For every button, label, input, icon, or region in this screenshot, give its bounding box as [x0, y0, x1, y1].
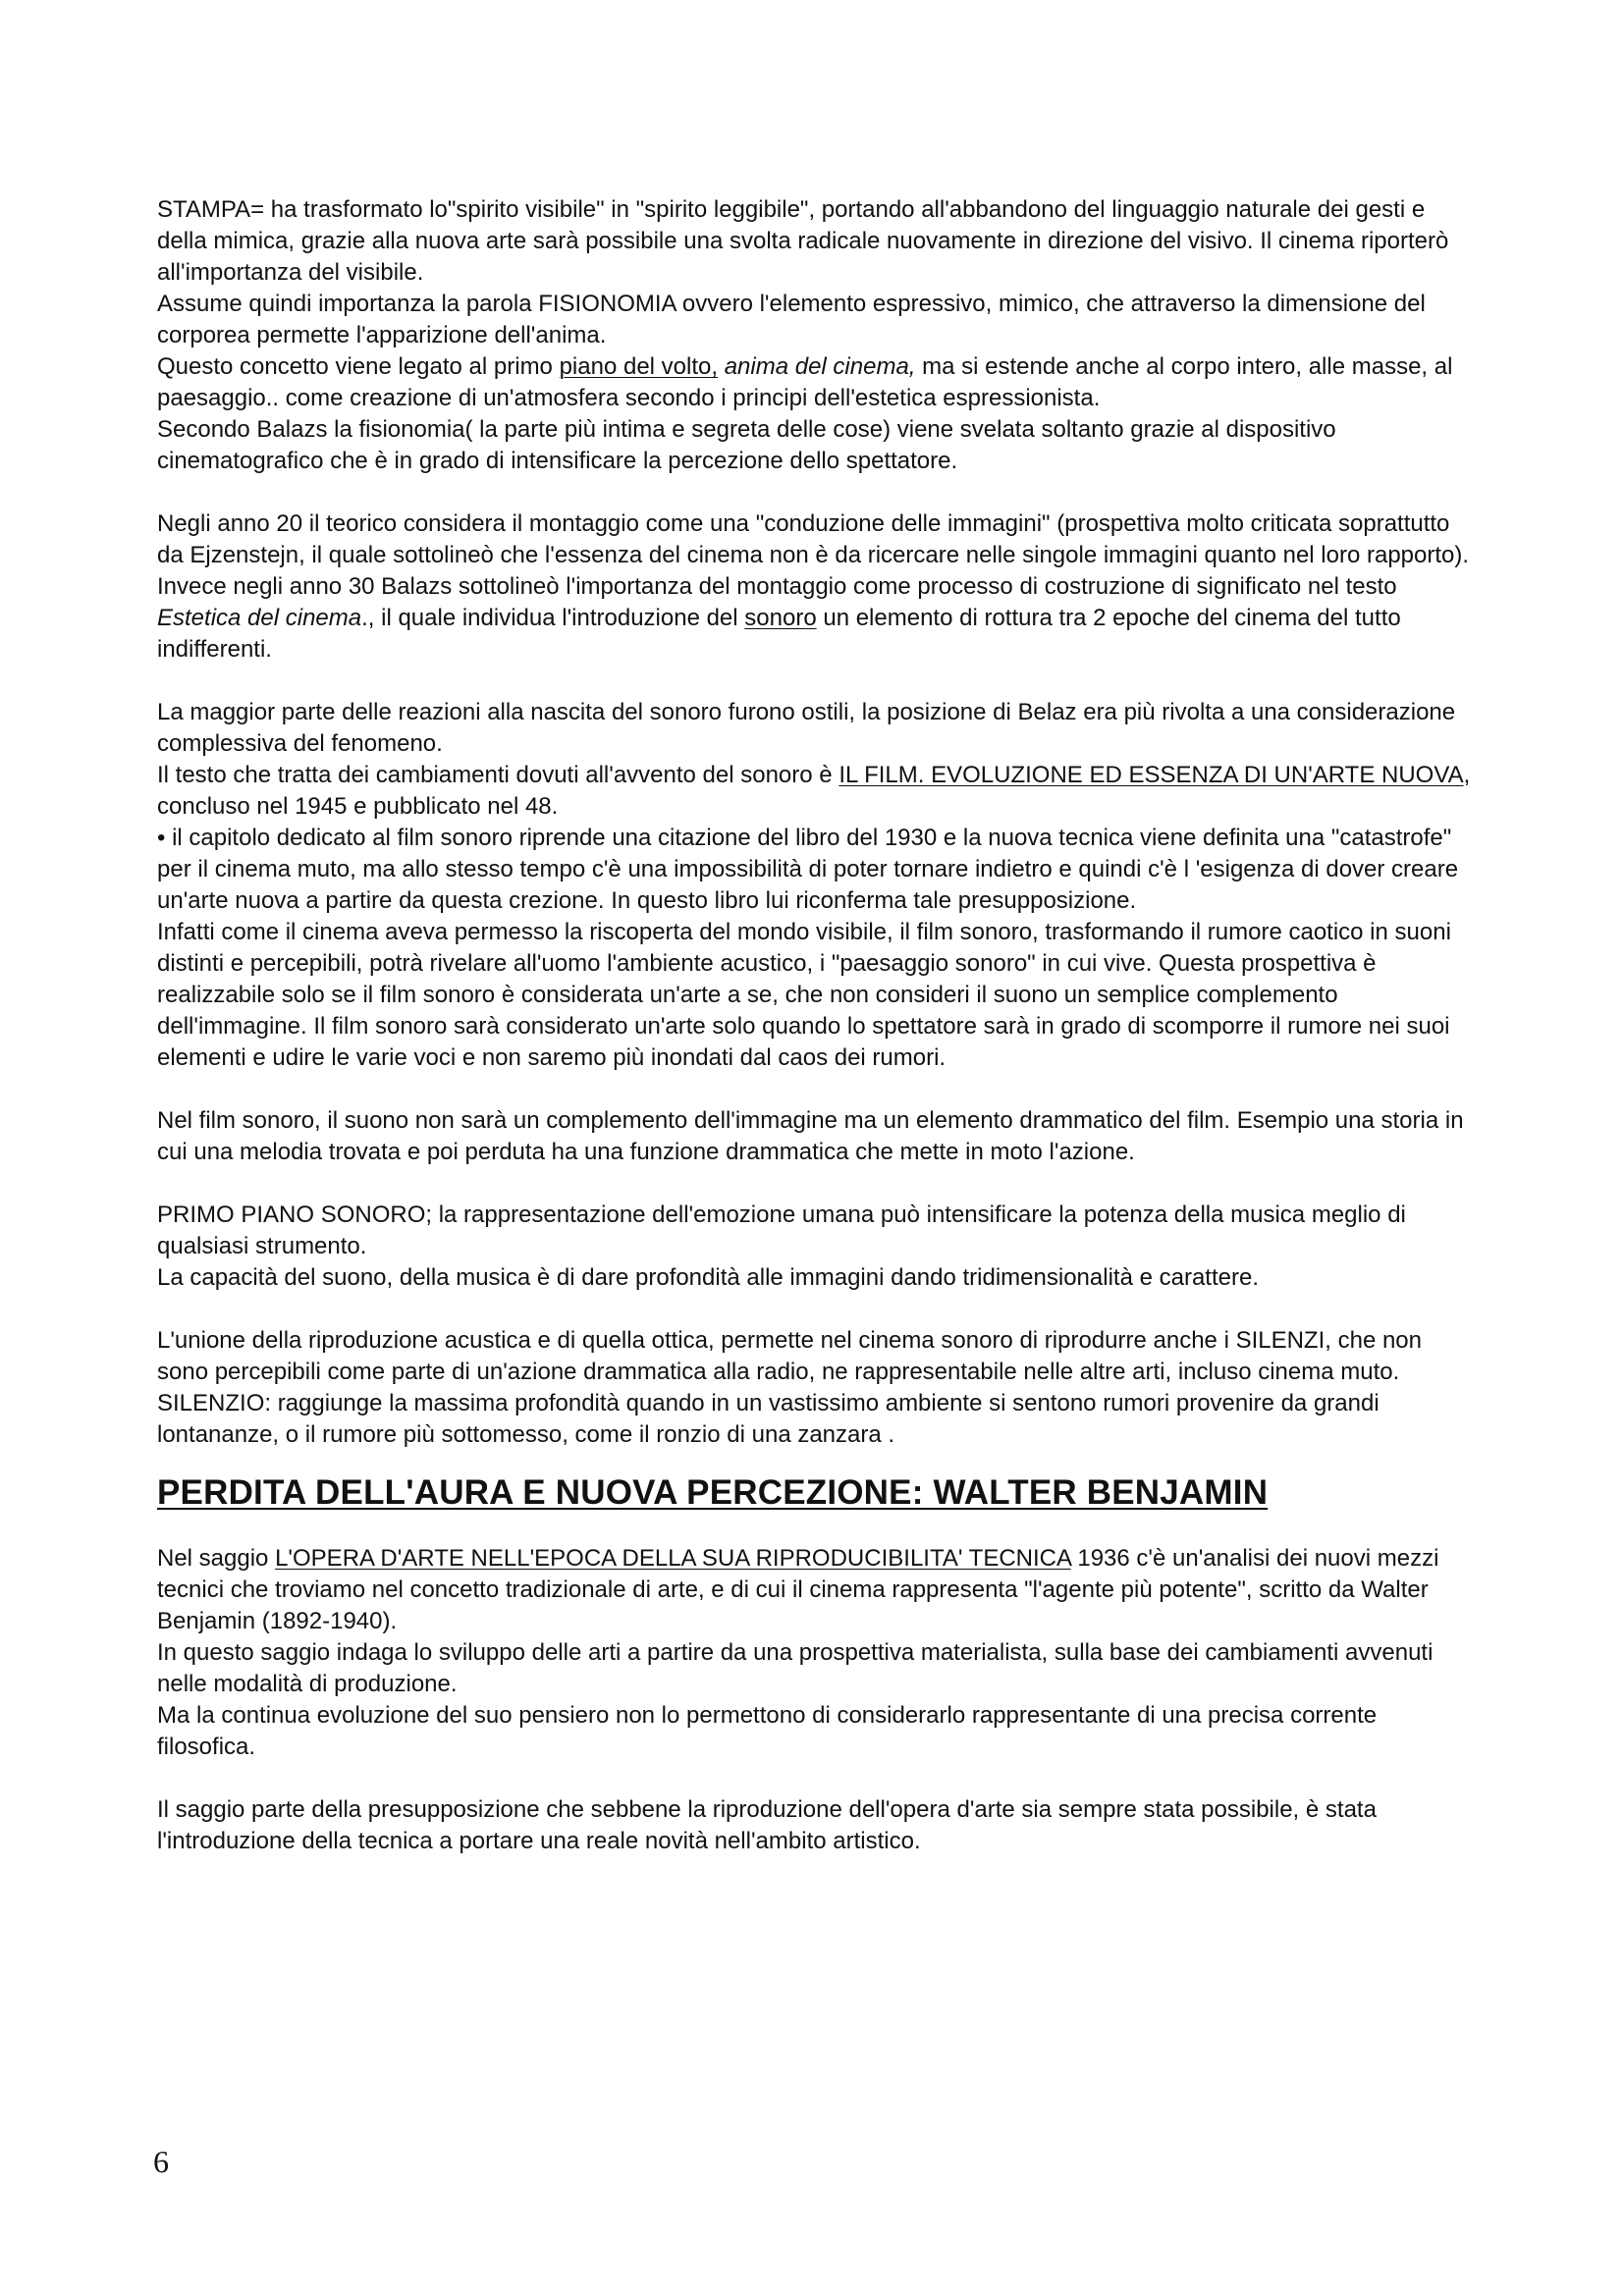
paragraph-text: La maggior parte delle reazioni alla nascita del sonoro furono ostili, la posizione di Belaz era più rivolta a una considerazione complessiva del fenomeno.	[157, 699, 1456, 757]
paragraph-film-sonoro	[157, 1105, 1478, 1168]
paragraph-capitolo	[157, 823, 1478, 917]
paragraph-reazioni	[157, 697, 1478, 760]
paragraph-evoluzione	[157, 1700, 1478, 1763]
page-number: 6	[153, 2144, 169, 2179]
italic-term: anima del cinema,	[724, 353, 916, 380]
paragraph-saggio	[157, 1543, 1478, 1637]
paragraph-text: Assume quindi importanza la parola FISIONOMIA ovvero l'elemento espressivo, mimico, che attraverso la dimensione del corporea permette l'apparizione dell'anima.	[157, 291, 1426, 348]
section-heading: PERDITA DELL'AURA E NUOVA PERCEZIONE: WALTER BENJAMIN	[157, 1473, 1269, 1512]
paragraph-text: SILENZIO: raggiunge la massima profondità quando in un vastissimo ambiente si sentono rumori provenire da grandi lontananze, o il rumore più sottomesso, come il ronzio di una zanzara .	[157, 1390, 1380, 1448]
paragraph-gap	[157, 1074, 1478, 1105]
paragraph-text: Negli anno 20 il teorico considera il montaggio come una "conduzione delle immagini" (prospettiva molto criticata soprattutto da Ejzenstejn, il quale sottolineò che l'essenza del cinema non è da ricercare nelle singole immagini quanto nel loro rapporto).	[157, 510, 1470, 568]
paragraph-text: Secondo Balazs la fisionomia( la parte più intima e segreta delle cose) viene svelata soltanto grazie al dispositivo cinematografico che è in grado di intensificare la percezione dello spettatore.	[157, 416, 1336, 474]
paragraph-sviluppo-arti	[157, 1637, 1478, 1700]
paragraph-gap	[157, 666, 1478, 697]
paragraph-primo-piano-sonoro	[157, 1200, 1478, 1262]
paragraph-text	[718, 353, 725, 380]
paragraph-text: Questo concetto viene legato al primo	[157, 353, 560, 380]
paragraph-text: Il saggio parte della presupposizione che sebbene la riproduzione dell'opera d'arte sia sempre stata possibile, è stata l'introduzione della tecnica a portare una reale novità nell'ambito artistico.	[157, 1796, 1377, 1854]
paragraph-stampa	[157, 194, 1478, 289]
paragraph-presupposizione	[157, 1794, 1478, 1857]
paragraph-unione	[157, 1325, 1478, 1388]
paragraph-gap	[157, 1763, 1478, 1794]
paragraph-text: L'unione della riproduzione acustica e di quella ottica, permette nel cinema sonoro di riprodurre anche i SILENZI, che non sono percepibili come parte di un'azione drammatica alla radio, ne rappresentabile nelle altre arti, incluso cinema muto.	[157, 1327, 1422, 1385]
paragraph-text: Ma la continua evoluzione del suo pensiero non lo permettono di considerarlo rappresentante di una precisa corrente filosofica.	[157, 1702, 1378, 1760]
paragraph-text: Il testo che tratta dei cambiamenti dovuti all'avvento del sonoro è	[157, 762, 839, 788]
paragraph-text: ma si estende anche al corpo intero, alle masse, al paesaggio.. come creazione di un'atmosfera secondo i principi dell'estetica espressionista.	[157, 353, 1453, 411]
underlined-essay-title: L'OPERA D'ARTE NELL'EPOCA DELLA SUA RIPRODUCIBILITA' TECNICA	[275, 1545, 1071, 1572]
paragraph-text: PRIMO PIANO SONORO; la rappresentazione dell'emozione umana può intensificare la potenza della musica meglio di qualsiasi strumento.	[157, 1201, 1406, 1259]
paragraph-anni-30	[157, 571, 1478, 666]
paragraph-fisionomia	[157, 289, 1478, 351]
paragraph-text: STAMPA= ha trasformato lo"spirito visibile" in "spirito leggibile", portando all'abbandono del linguaggio naturale dei gesti e della mimica, grazie alla nuova arte sarà possibile una svolta radicale nuovamente in direzione del visivo. Il cinema riporterò all'importanza del visibile.	[157, 196, 1449, 286]
paragraph-text: ., il quale individua l'introduzione del	[361, 605, 745, 631]
paragraph-gap	[157, 1168, 1478, 1200]
paragraph-gap	[157, 477, 1478, 508]
paragraph-text: Infatti come il cinema aveva permesso la riscoperta del mondo visibile, il film sonoro, trasformando il rumore caotico in suoni distinti e percepibili, potrà rivelare all'uomo l'ambiente acustico, i "paesaggio sonoro" in cui vive. Questa prospettiva è realizzabile solo se il film sonoro è considerata un'arte a se, che non consideri il suono un semplice complemento dell'immagine. Il film sonoro sarà considerato un'arte solo quando lo spettatore sarà in grado di scomporre il rumore nei suoi elementi e udire le varie voci e non saremo più inondati dal caos dei rumori.	[157, 919, 1451, 1071]
paragraph-text: Nel saggio	[157, 1545, 276, 1572]
paragraph-balazs	[157, 414, 1478, 477]
paragraph-primo-piano	[157, 351, 1478, 414]
paragraph-text: un elemento di rottura tra 2 epoche del cinema del tutto indifferenti.	[157, 605, 1401, 663]
underlined-term: piano del volto,	[559, 353, 719, 380]
paragraph-il-film	[157, 760, 1478, 823]
paragraph-silenzio	[157, 1388, 1478, 1451]
paragraph-text: • il capitolo dedicato al film sonoro riprende una citazione del libro del 1930 e la nuova tecnica viene definita una "catastrofe" per il cinema muto, ma allo stesso tempo c'è una impossibilità di poter tornare indietro e quindi c'è l 'esigenza di dover creare un'arte nuova a partire da questa crezione. In questo libro lui riconferma tale presupposizione.	[157, 825, 1459, 914]
paragraph-text: , concluso nel 1945 e pubblicato nel 48.	[157, 762, 1471, 820]
underlined-term: sonoro	[744, 605, 817, 631]
paragraph-text: Invece negli anno 30 Balazs sottolineò l'importanza del montaggio come processo di costruzione di significato nel testo	[157, 573, 1397, 600]
document-body	[157, 194, 1478, 1857]
paragraph-text: In questo saggio indaga lo sviluppo delle arti a partire da una prospettiva materialista, sulla base dei cambiamenti avvenuti nelle modalità di produzione.	[157, 1639, 1434, 1697]
paragraph-text: La capacità del suono, della musica è di dare profondità alle immagini dando tridimensionalità e carattere.	[157, 1264, 1259, 1291]
underlined-book-title: IL FILM. EVOLUZIONE ED ESSENZA DI UN'ARTE NUOVA	[839, 762, 1464, 788]
paragraph-text: 1936 c'è un'analisi dei nuovi mezzi tecnici che troviamo nel concetto tradizionale di arte, e di cui il cinema rappresenta "l'agente più potente", scritto da Walter Benjamin (1892-1940).	[157, 1545, 1439, 1634]
paragraph-gap	[157, 1294, 1478, 1325]
italic-book-title: Estetica del cinema	[157, 605, 362, 631]
paragraph-text: Nel film sonoro, il suono non sarà un complemento dell'immagine ma un elemento drammatico del film. Esempio una storia in cui una melodia trovata e poi perduta ha una funzione drammatica che mette in moto l'azione.	[157, 1107, 1464, 1165]
paragraph-anni-20	[157, 508, 1478, 571]
paragraph-infatti	[157, 917, 1478, 1074]
paragraph-capacita-suono	[157, 1262, 1478, 1294]
